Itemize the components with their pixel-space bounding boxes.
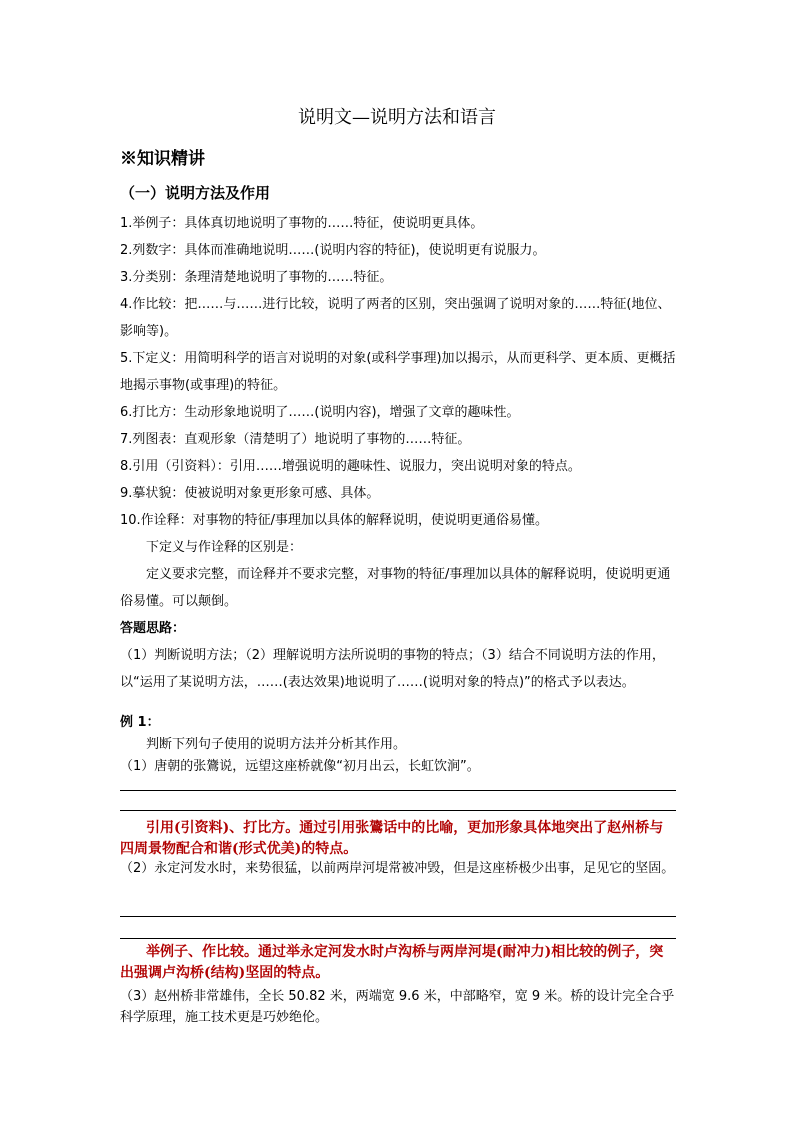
methods-list <box>120 210 676 696</box>
method-item: 3.分类别：条理清楚地说明了事物的……特征。 <box>120 270 393 285</box>
method-item: 6.打比方：生动形象地说明了……(说明内容)，增强了文章的趣味性。 <box>120 405 520 420</box>
answer-line <box>120 790 676 791</box>
example-block <box>120 712 676 778</box>
question-2: （2）永定河发水时，来势很猛，以前两岸河堤常被冲毁，但是这座桥极少出事，足见它的坚固。 <box>120 861 675 876</box>
sub-heading: （一）说明方法及作用 <box>120 184 271 202</box>
answer-line <box>120 938 676 939</box>
method-item: 9.摹状貌：使被说明对象更形象可感、具体。 <box>120 486 380 501</box>
answer-line <box>120 916 676 917</box>
difference-title: 下定义与作诠释的区别是： <box>146 540 303 555</box>
page-title: 说明文—说明方法和语言 <box>298 107 496 128</box>
method-item: 10.作诠释：对事物的特征/事理加以具体的解释说明，使说明更通俗易懂。 <box>120 513 549 528</box>
approach-body: （1）判断说明方法；（2）理解说明方法所说明的事物的特点；（3）结合不同说明方法的作用，以“运用了某说明方法，……(表达效果)地说明了……(说明对象的特点)”的格式予以表达。 <box>120 648 665 690</box>
example-label: 例 1： <box>120 715 160 730</box>
method-item: 8.引用（引资料）：引用……增强说明的趣味性、说服力，突出说明对象的特点。 <box>120 459 581 474</box>
answer-1: 引用(引资料)、打比方。通过引用张鷟话中的比喻，更加形象具体地突出了赵州桥与四周景物配合和谐(形式优美)的特点。 <box>120 820 664 857</box>
method-item: 5.下定义：用简明科学的语言对说明的对象(或科学事理)加以揭示，从而更科学、更本质、更概括地揭示事物(或事理)的特征。 <box>120 351 676 393</box>
question-1: （1）唐朝的张鷟说，远望这座桥就像“初月出云，长虹饮涧”。 <box>120 759 480 774</box>
method-item: 2.列数字：具体而准确地说明……(说明内容的特征)，使说明更有说服力。 <box>120 243 546 258</box>
method-item: 7.列图表：直观形象（清楚明了）地说明了事物的……特征。 <box>120 432 471 447</box>
method-item: 1.举例子：具体真切地说明了事物的……特征，使说明更具体。 <box>120 216 484 231</box>
answer-line <box>120 810 676 811</box>
difference-body: 定义要求完整，而诠释并不要求完整，对事物的特征/事理加以具体的解释说明，使说明更通俗易懂。可以颠倒。 <box>120 567 671 609</box>
section-heading: ※知识精讲 <box>120 149 205 169</box>
method-item: 4.作比较：把……与……进行比较，说明了两者的区别，突出强调了说明对象的……特征(地位、影响等)。 <box>120 297 671 339</box>
example-prompt: 判断下列句子使用的说明方法并分析其作用。 <box>146 737 407 752</box>
question-3: （3）赵州桥非常雄伟，全长 50.82 米，两端宽 9.6 米，中部略窄，宽 9 米。桥的设计完全合乎科学原理，施工技术更是巧妙绝伦。 <box>120 989 675 1025</box>
answer-2: 举例子、作比较。通过举永定河发水时卢沟桥与两岸河堤(耐冲力)相比较的例子，突出强调卢沟桥(结构)坚固的特点。 <box>120 944 664 981</box>
approach-label: 答题思路： <box>120 621 186 636</box>
